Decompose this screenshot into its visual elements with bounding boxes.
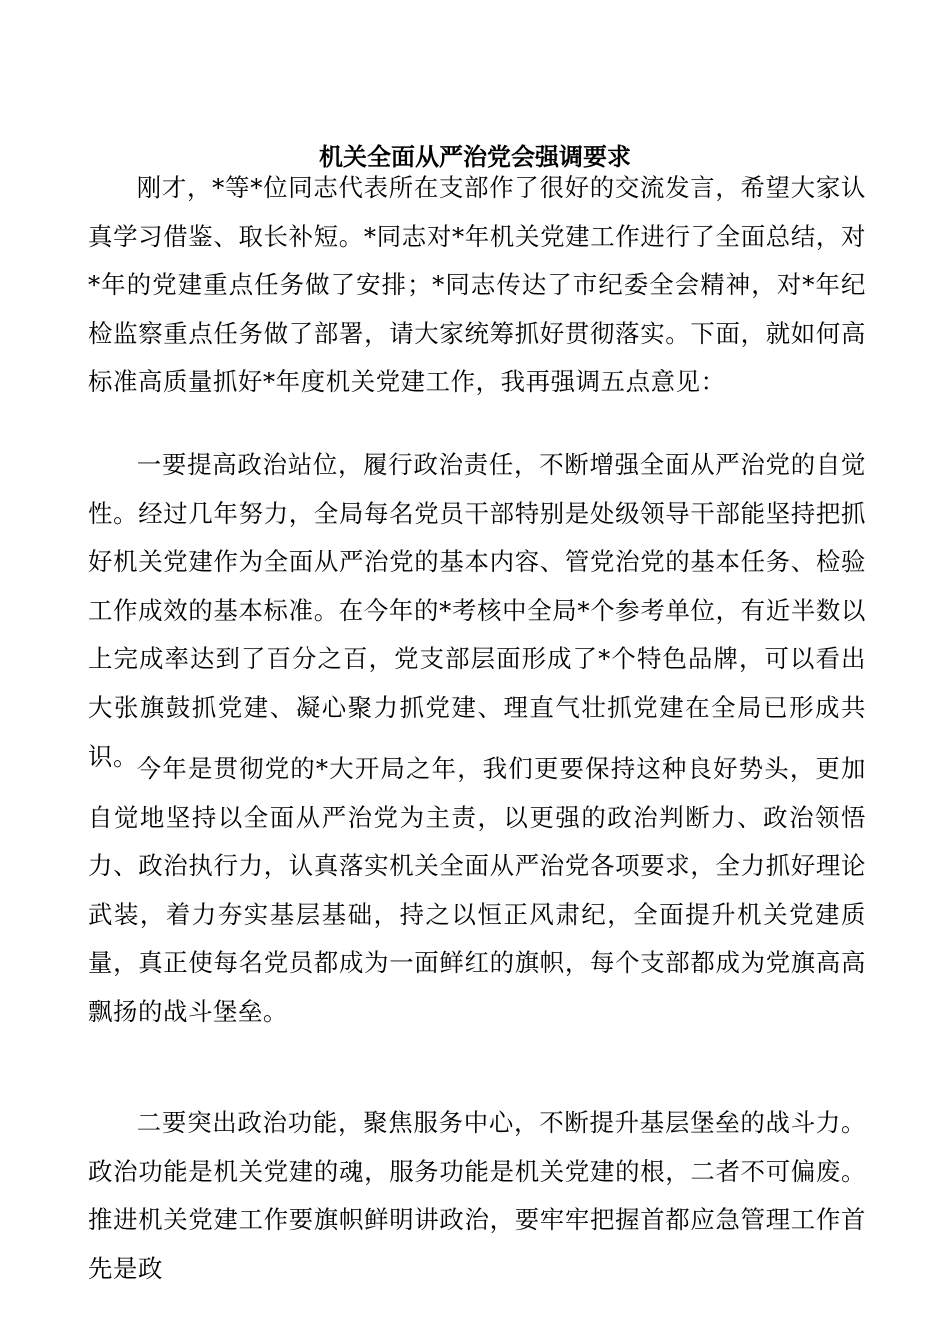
paragraph-point-one-continued: 今年是贯彻党的*大开局之年，我们更要保持这种良好势头，更加自觉地坚持以全面从严治党为主责，以更强的政治判断力、政治领悟力、政治执行力，认真落实机关全面从严治党各项要求，全力抓好理论武装，着力夯实基层基础，持之以恒正风肃纪，全面提升机关党建质量，真正使每名党员都成为一面鲜红的旗帜，每个支部都成为党旗高高飘扬的战斗堡垒。: [88, 754, 866, 1026]
document-title: 机关全面从严治党会强调要求: [319, 143, 631, 171]
paragraph-point-one: 一要提高政治站位，履行政治责任，不断增强全面从严治党的自觉性。经过几年努力，全局每名党员干部特别是处级领导干部能坚持把抓好机关党建作为全面从严治党的基本内容、管党治党的基本任务、检验工作成效的基本标准。在今年的*考核中全局*个参考单位，有近半数以上完成率达到了百分之百，党支部层面形成了*个特色品牌，可以看出大张旗鼓抓党建、凝心聚力抓党建、理直气壮抓党建在全局已形成共识。: [88, 450, 866, 771]
paragraph-intro: 刚才，*等*位同志代表所在支部作了很好的交流发言，希望大家认真学习借鉴、取长补短。*同志对*年机关党建工作进行了全面总结，对*年的党建重点任务做了安排；*同志传达了市纪委全会精神，对*年纪检监察重点任务做了部署，请大家统筹抓好贯彻落实。下面，就如何高标准高质量抓好*年度机关党建工作，我再强调五点意见：: [88, 173, 866, 397]
paragraph-point-two: 二要突出政治功能，聚焦服务中心，不断提升基层堡垒的战斗力。政治功能是机关党建的魂，服务功能是机关党建的根，二者不可偏废。推进机关党建工作要旗帜鲜明讲政治，要牢牢把握首都应急管理工作首先是政: [88, 1108, 866, 1283]
